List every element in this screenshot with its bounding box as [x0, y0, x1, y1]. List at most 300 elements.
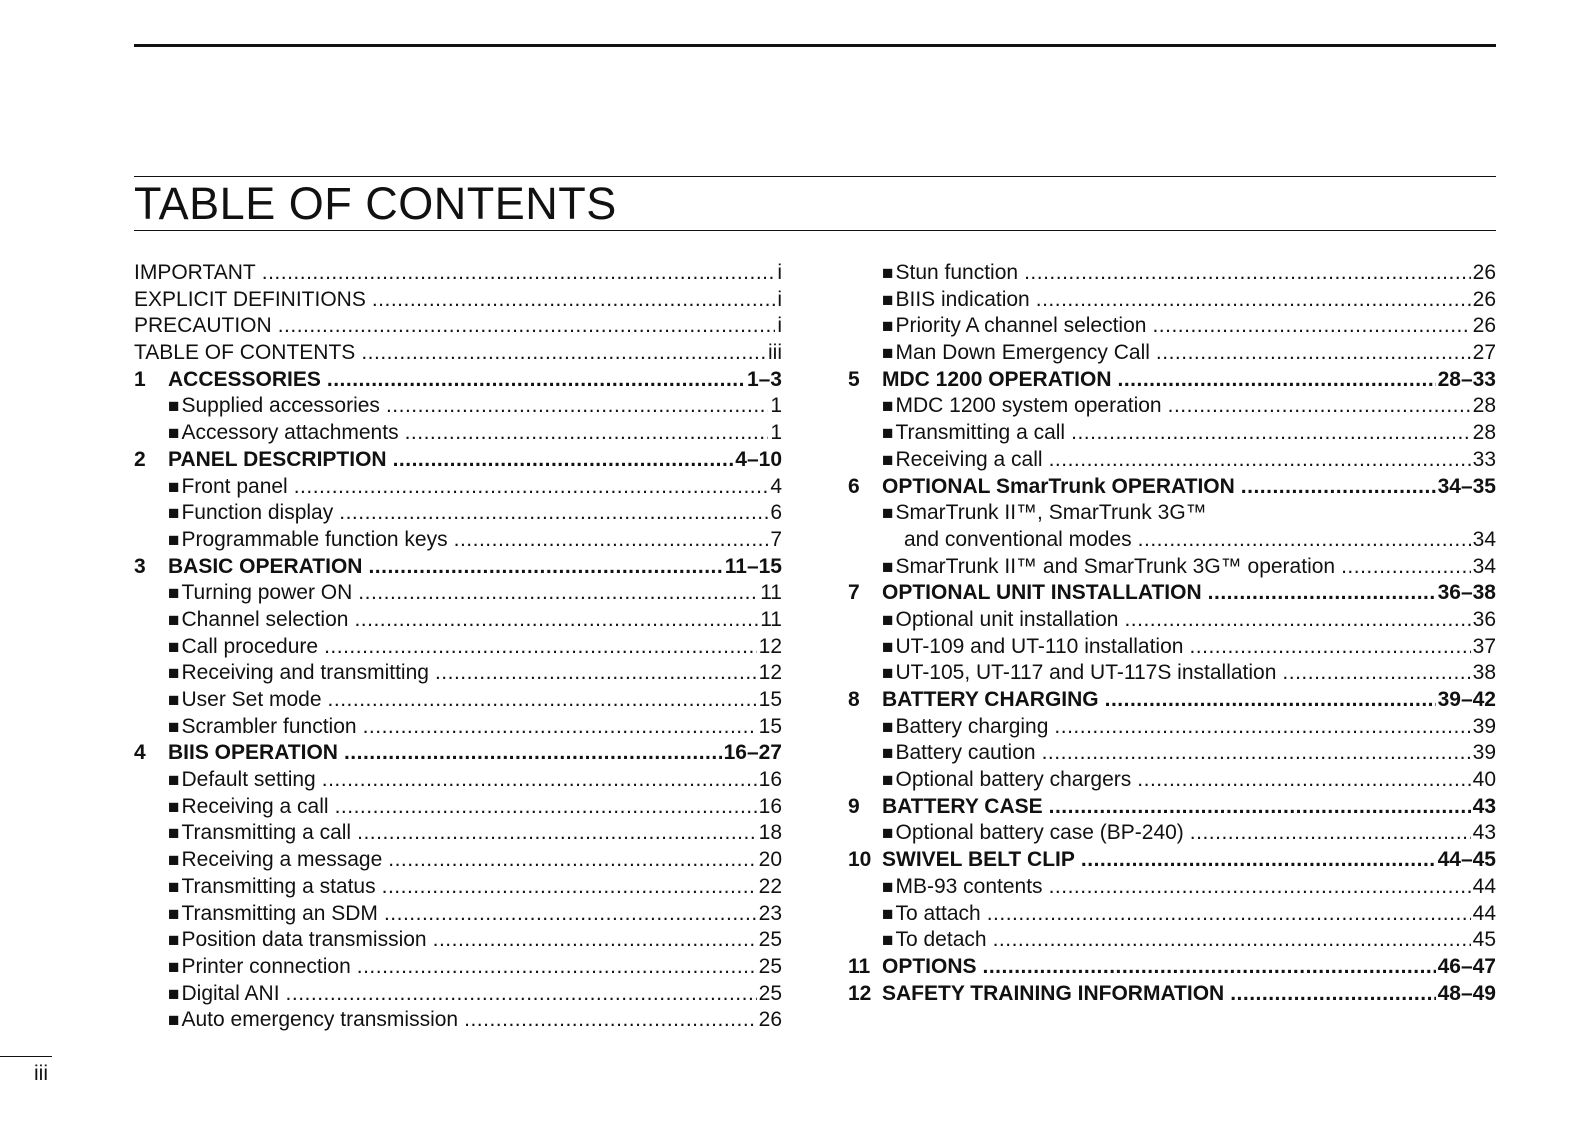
entry-page: i [777, 287, 782, 311]
page-title: TABLE OF CONTENTS [134, 178, 617, 229]
bullet-square-icon: ■ [882, 609, 894, 631]
folio-rule [0, 1056, 52, 1057]
dot-leader [278, 313, 776, 340]
entry-title: IMPORTANT [134, 261, 256, 284]
toc-section-entry[interactable] [848, 740, 1496, 767]
dot-leader [1124, 607, 1470, 634]
toc-section-entry[interactable] [848, 420, 1496, 447]
bullet-square-icon: ■ [882, 449, 894, 471]
entry-title: Channel selection [181, 607, 349, 631]
bullet-square-icon: ■ [882, 396, 894, 418]
entry-body [134, 287, 782, 314]
toc-section-entry[interactable] [134, 580, 782, 607]
entry-body [168, 954, 782, 982]
entry-page: 44 [1472, 901, 1496, 925]
entry-title: OPTIONAL SmarTrunk OPERATION [882, 474, 1235, 498]
dot-leader [1105, 687, 1436, 714]
bullet-square-icon: ■ [168, 583, 180, 605]
entry-page: 34 [1472, 554, 1496, 578]
dot-leader [405, 420, 769, 447]
toc-chapter-entry[interactable] [134, 740, 782, 767]
dot-leader [388, 847, 756, 874]
dot-leader [1230, 981, 1435, 1008]
toc-section-entry[interactable] [134, 927, 782, 954]
bullet-square-icon: ■ [168, 983, 180, 1005]
entry-body [882, 580, 1496, 607]
entry-body [168, 1007, 782, 1035]
toc-front-entry[interactable] [134, 340, 782, 367]
dot-leader [1071, 420, 1471, 447]
dot-leader [1189, 634, 1470, 661]
entry-page: 4–10 [735, 447, 782, 471]
toc-section-entry[interactable] [848, 901, 1496, 928]
bullet-square-icon: ■ [882, 503, 894, 525]
entry-page: 43 [1472, 794, 1496, 818]
entry-page: i [777, 314, 782, 338]
toc-section-entry[interactable] [848, 874, 1496, 901]
entry-page: 26 [758, 1008, 782, 1032]
dot-leader [1138, 527, 1471, 554]
entry-title: PRECAUTION [134, 314, 272, 338]
entry-title: UT-105, UT-117 and UT-117S installation [895, 661, 1277, 685]
entry-body [882, 901, 1496, 929]
entry-body [168, 580, 782, 608]
toc-section-entry[interactable] [848, 714, 1496, 741]
entry-page: 1 [770, 421, 782, 445]
entry-body [168, 847, 782, 875]
dot-leader [1241, 474, 1436, 501]
dot-leader [993, 927, 1471, 954]
entry-title: Transmitting a call [895, 421, 1066, 445]
dot-leader [286, 981, 757, 1008]
entry-body [882, 660, 1496, 688]
entry-title: MB-93 contents [895, 874, 1043, 898]
dot-leader [382, 874, 757, 901]
dot-leader [435, 660, 757, 687]
entry-body [134, 313, 782, 340]
toc-section-entry[interactable] [848, 660, 1496, 687]
toc-front-entry[interactable] [134, 313, 782, 340]
entry-page: 16 [758, 768, 782, 792]
entry-page: 36–38 [1437, 581, 1496, 605]
entry-page: 11 [760, 581, 782, 605]
bullet-square-icon: ■ [882, 930, 894, 952]
bullet-square-icon: ■ [882, 316, 894, 338]
entry-page: 39–42 [1437, 688, 1496, 711]
chapter-number: 3 [134, 554, 146, 578]
entry-body [168, 901, 782, 929]
toc-section-entry[interactable] [134, 767, 782, 794]
dot-leader [358, 580, 758, 607]
entry-title: Transmitting a call [181, 821, 352, 845]
toc-section-entry[interactable] [134, 901, 782, 928]
entry-title: BIIS indication [895, 287, 1030, 311]
bullet-square-icon: ■ [168, 1010, 180, 1032]
dot-leader [357, 820, 757, 847]
entry-page: 40 [1472, 768, 1496, 792]
entry-page: 20 [758, 848, 782, 872]
dot-leader [1137, 767, 1470, 794]
toc-section-entry[interactable] [848, 820, 1496, 847]
bullet-square-icon: ■ [168, 903, 180, 925]
entry-body [168, 500, 782, 528]
entry-page: 44–45 [1437, 848, 1496, 872]
entry-body [168, 981, 782, 1009]
bullet-square-icon: ■ [882, 636, 894, 658]
bullet-square-icon: ■ [168, 716, 180, 738]
entry-body [168, 367, 782, 394]
dot-leader [1208, 580, 1436, 607]
toc-front-entry[interactable] [134, 287, 782, 314]
toc-section-entry[interactable] [134, 527, 782, 554]
entry-body [882, 500, 1496, 528]
entry-page: 7 [770, 527, 782, 551]
toc-section-entry[interactable] [134, 634, 782, 661]
chapter-number: 1 [134, 367, 146, 391]
entry-body [882, 820, 1496, 848]
entry-title: Battery caution [895, 741, 1036, 765]
entry-title: Receiving and transmitting [181, 661, 429, 685]
dot-leader [1152, 313, 1470, 340]
dot-leader [1042, 740, 1471, 767]
entry-page: 6 [770, 501, 782, 525]
toc-section-entry[interactable] [134, 393, 782, 420]
bullet-square-icon: ■ [168, 663, 180, 685]
entry-title: EXPLICIT DEFINITIONS [134, 287, 366, 311]
entry-body [168, 607, 782, 635]
dot-leader [1282, 660, 1470, 687]
entry-title: PANEL DESCRIPTION [168, 447, 387, 471]
entry-body [882, 954, 1496, 981]
bullet-square-icon: ■ [168, 529, 180, 551]
entry-page: 1 [770, 394, 782, 418]
dot-leader [361, 340, 766, 367]
entry-body [882, 847, 1496, 874]
entry-page: 22 [758, 874, 782, 898]
entry-page: 11–15 [724, 554, 782, 578]
toc-section-entry[interactable] [848, 287, 1496, 314]
entry-body [168, 634, 782, 662]
entry-title: Optional battery case (BP-240) [895, 821, 1184, 845]
toc-section-entry[interactable] [848, 527, 1496, 554]
entry-page: 15 [758, 714, 782, 738]
entry-page: 46–47 [1437, 954, 1496, 978]
toc-section-entry[interactable] [848, 500, 1496, 527]
dot-leader [464, 1007, 757, 1034]
dot-leader [1036, 287, 1471, 314]
dot-leader [294, 474, 769, 501]
entry-body [882, 474, 1496, 501]
toc-chapter-entry[interactable] [848, 847, 1496, 874]
toc-section-entry[interactable] [848, 393, 1496, 420]
entry-body [882, 874, 1496, 902]
toc-section-entry[interactable] [134, 687, 782, 714]
dot-leader [454, 527, 769, 554]
entry-page: 43 [1472, 821, 1496, 845]
entry-page: 11 [760, 607, 782, 631]
entry-body [882, 447, 1496, 475]
toc-section-entry[interactable] [134, 1007, 782, 1034]
entry-title: ACCESSORIES [168, 367, 321, 391]
toc-section-entry[interactable] [134, 847, 782, 874]
entry-body [168, 874, 782, 902]
entry-body [882, 634, 1496, 662]
toc-section-entry[interactable] [134, 660, 782, 687]
entry-page: 38 [1472, 661, 1496, 685]
entry-body [882, 607, 1496, 635]
dot-leader [1049, 447, 1471, 474]
bullet-square-icon: ■ [168, 423, 180, 445]
entry-title: Priority A channel selection [895, 314, 1147, 338]
bullet-square-icon: ■ [168, 796, 180, 818]
dot-leader [384, 901, 757, 928]
entry-page: 1–3 [746, 367, 782, 391]
toc-section-entry[interactable] [848, 313, 1496, 340]
entry-title: BATTERY CHARGING [882, 688, 1099, 711]
dot-leader [335, 794, 757, 821]
title-rule-top [134, 176, 1496, 177]
toc-section-entry[interactable] [134, 874, 782, 901]
toc-section-entry[interactable] [848, 634, 1496, 661]
entry-page: 45 [1472, 928, 1496, 952]
dot-leader [372, 287, 776, 314]
entry-page: 28 [1472, 421, 1496, 445]
bullet-square-icon: ■ [168, 609, 180, 631]
dot-leader [357, 954, 757, 981]
toc-section-entry[interactable] [848, 607, 1496, 634]
entry-title: To detach [895, 928, 987, 952]
entry-page: 34–35 [1437, 474, 1496, 498]
toc-chapter-entry[interactable] [848, 954, 1496, 981]
toc-right-column [848, 260, 1496, 1007]
entry-title: BASIC OPERATION [168, 554, 363, 578]
dot-leader [433, 927, 757, 954]
toc-section-entry[interactable] [848, 927, 1496, 954]
entry-page: 26 [1472, 261, 1496, 284]
entry-title: Printer connection [181, 954, 351, 978]
entry-title: Supplied accessories [181, 394, 380, 418]
bullet-square-icon: ■ [882, 823, 894, 845]
entry-title: SmarTrunk II™ and SmarTrunk 3G™ operation [895, 554, 1336, 578]
chapter-number: 7 [848, 581, 860, 605]
entry-page: 33 [1472, 447, 1496, 471]
chapter-number: 9 [848, 794, 860, 818]
entry-title: MDC 1200 system operation [895, 394, 1162, 418]
entry-body [168, 554, 782, 581]
entry-body [134, 340, 782, 367]
entry-page: 25 [758, 928, 782, 952]
toc-chapter-entry[interactable] [848, 474, 1496, 501]
entry-body [168, 660, 782, 688]
chapter-number: 12 [848, 981, 872, 1005]
entry-title: TABLE OF CONTENTS [134, 341, 356, 365]
entry-page: 18 [758, 821, 782, 845]
entry-title: SmarTrunk II™, SmarTrunk 3G™ [895, 501, 1207, 525]
entry-page: i [777, 261, 782, 284]
entry-title: Digital ANI [181, 981, 280, 1005]
entry-body [882, 340, 1496, 368]
toc-section-entry[interactable] [134, 420, 782, 447]
entry-body [168, 393, 782, 421]
entry-title: Scrambler function [181, 714, 357, 738]
entry-page: 26 [1472, 287, 1496, 311]
entry-page: 39 [1472, 741, 1496, 765]
bullet-square-icon: ■ [168, 636, 180, 658]
bullet-square-icon: ■ [168, 930, 180, 952]
entry-body [134, 260, 782, 287]
bullet-square-icon: ■ [882, 903, 894, 925]
entry-body [168, 474, 782, 502]
bullet-square-icon: ■ [882, 343, 894, 365]
toc-section-entry[interactable] [134, 820, 782, 847]
dot-leader [324, 634, 757, 661]
entry-title: Receiving a call [181, 794, 329, 818]
toc-chapter-entry[interactable] [134, 447, 782, 474]
bullet-square-icon: ■ [882, 743, 894, 765]
entry-title: BIIS OPERATION [168, 741, 338, 765]
entry-body [168, 714, 782, 742]
bullet-square-icon: ■ [882, 423, 894, 445]
toc-section-entry[interactable] [134, 607, 782, 634]
toc-section-entry[interactable] [848, 767, 1496, 794]
chapter-number: 11 [848, 954, 871, 978]
entry-title: Default setting [181, 768, 316, 792]
entry-page: 28–33 [1437, 367, 1496, 391]
entry-page: 12 [758, 634, 782, 658]
toc-front-entry[interactable] [134, 260, 782, 287]
dot-leader [983, 954, 1436, 981]
toc-section-entry[interactable] [134, 981, 782, 1008]
entry-title: Function display [181, 501, 334, 525]
chapter-number: 6 [848, 474, 860, 498]
bullet-square-icon: ■ [168, 503, 180, 525]
entry-title: SWIVEL BELT CLIP [882, 848, 1075, 872]
entry-body [882, 740, 1496, 768]
dot-leader [987, 901, 1471, 928]
entry-page: 44 [1472, 874, 1496, 898]
entry-body [882, 420, 1496, 448]
dot-leader [1168, 393, 1471, 420]
toc-section-entry[interactable] [848, 447, 1496, 474]
chapter-number: 4 [134, 741, 146, 765]
bullet-square-icon: ■ [882, 876, 894, 898]
toc-section-entry[interactable] [134, 474, 782, 501]
entry-title: and conventional modes [904, 527, 1132, 551]
entry-body [882, 393, 1496, 421]
entry-body [882, 927, 1496, 955]
toc-section-entry[interactable] [134, 714, 782, 741]
bullet-square-icon: ■ [168, 770, 180, 792]
entry-title: OPTIONS [882, 954, 977, 978]
entry-page: 16 [758, 794, 782, 818]
toc-chapter-entry[interactable] [848, 580, 1496, 607]
entry-page: 37 [1472, 634, 1496, 658]
dot-leader [327, 367, 745, 394]
page-number: iii [34, 1062, 48, 1085]
chapter-number: 5 [848, 367, 860, 391]
entry-page: 4 [770, 474, 782, 498]
entry-body [882, 687, 1496, 714]
entry-title: MDC 1200 OPERATION [882, 367, 1112, 391]
entry-page: 25 [758, 981, 782, 1005]
toc-chapter-entry[interactable] [848, 687, 1496, 714]
toc-section-entry[interactable] [134, 794, 782, 821]
dot-leader [322, 767, 757, 794]
entry-title: Front panel [181, 474, 288, 498]
entry-page: iii [768, 341, 782, 365]
bullet-square-icon: ■ [882, 289, 894, 311]
toc-section-entry[interactable] [848, 554, 1496, 581]
dot-leader [1054, 714, 1470, 741]
entry-title: Optional battery chargers [895, 768, 1132, 792]
entry-page: 16–27 [723, 741, 782, 765]
dot-leader [1190, 820, 1471, 847]
entry-title: Transmitting a status [181, 874, 376, 898]
entry-page: 26 [1472, 314, 1496, 338]
entry-body [168, 820, 782, 848]
entry-body [168, 767, 782, 795]
bullet-square-icon: ■ [882, 556, 894, 578]
entry-page: 15 [758, 688, 782, 711]
toc-chapter-entry[interactable] [848, 367, 1496, 394]
toc-section-entry[interactable] [848, 340, 1496, 367]
entry-title: Battery charging [895, 714, 1049, 738]
toc-left-column [134, 260, 782, 1034]
bullet-square-icon: ■ [168, 690, 180, 711]
bullet-square-icon: ■ [882, 770, 894, 792]
entry-title: Turning power ON [181, 581, 353, 605]
bullet-square-icon: ■ [168, 850, 180, 872]
dot-leader [1156, 340, 1471, 367]
entry-title: Position data transmission [181, 928, 427, 952]
entry-title: Optional unit installation [895, 607, 1119, 631]
bullet-square-icon: ■ [168, 476, 180, 498]
entry-page: 25 [758, 954, 782, 978]
entry-title: Programmable function keys [181, 527, 448, 551]
entry-title: Stun function [895, 261, 1019, 284]
entry-body [882, 767, 1496, 795]
title-rule-bottom [134, 230, 1496, 231]
toc-chapter-entry[interactable] [134, 367, 782, 394]
dot-leader [1049, 874, 1471, 901]
toc-chapter-entry[interactable] [848, 794, 1496, 821]
toc-section-entry[interactable] [134, 500, 782, 527]
entry-title: Accessory attachments [181, 421, 399, 445]
entry-body [882, 794, 1496, 821]
dot-leader [328, 687, 757, 714]
toc-section-entry[interactable] [134, 954, 782, 981]
entry-title: To attach [895, 901, 981, 925]
toc-chapter-entry[interactable] [848, 981, 1496, 1008]
bullet-square-icon: ■ [168, 823, 180, 845]
bullet-square-icon: ■ [168, 956, 180, 978]
entry-title: Call procedure [181, 634, 319, 658]
entry-title: Transmitting an SDM [181, 901, 378, 925]
entry-body [882, 981, 1496, 1008]
entry-body [882, 260, 1496, 288]
entry-body [168, 927, 782, 955]
entry-page: 23 [758, 901, 782, 925]
dot-leader [1118, 367, 1436, 394]
entry-body [168, 687, 782, 715]
entry-title: UT-109 and UT-110 installation [895, 634, 1184, 658]
toc-section-entry[interactable] [848, 260, 1496, 287]
entry-body [168, 447, 782, 474]
entry-page: 34 [1472, 527, 1496, 551]
entry-page: 36 [1472, 607, 1496, 631]
dot-leader [368, 554, 722, 581]
toc-chapter-entry[interactable] [134, 554, 782, 581]
